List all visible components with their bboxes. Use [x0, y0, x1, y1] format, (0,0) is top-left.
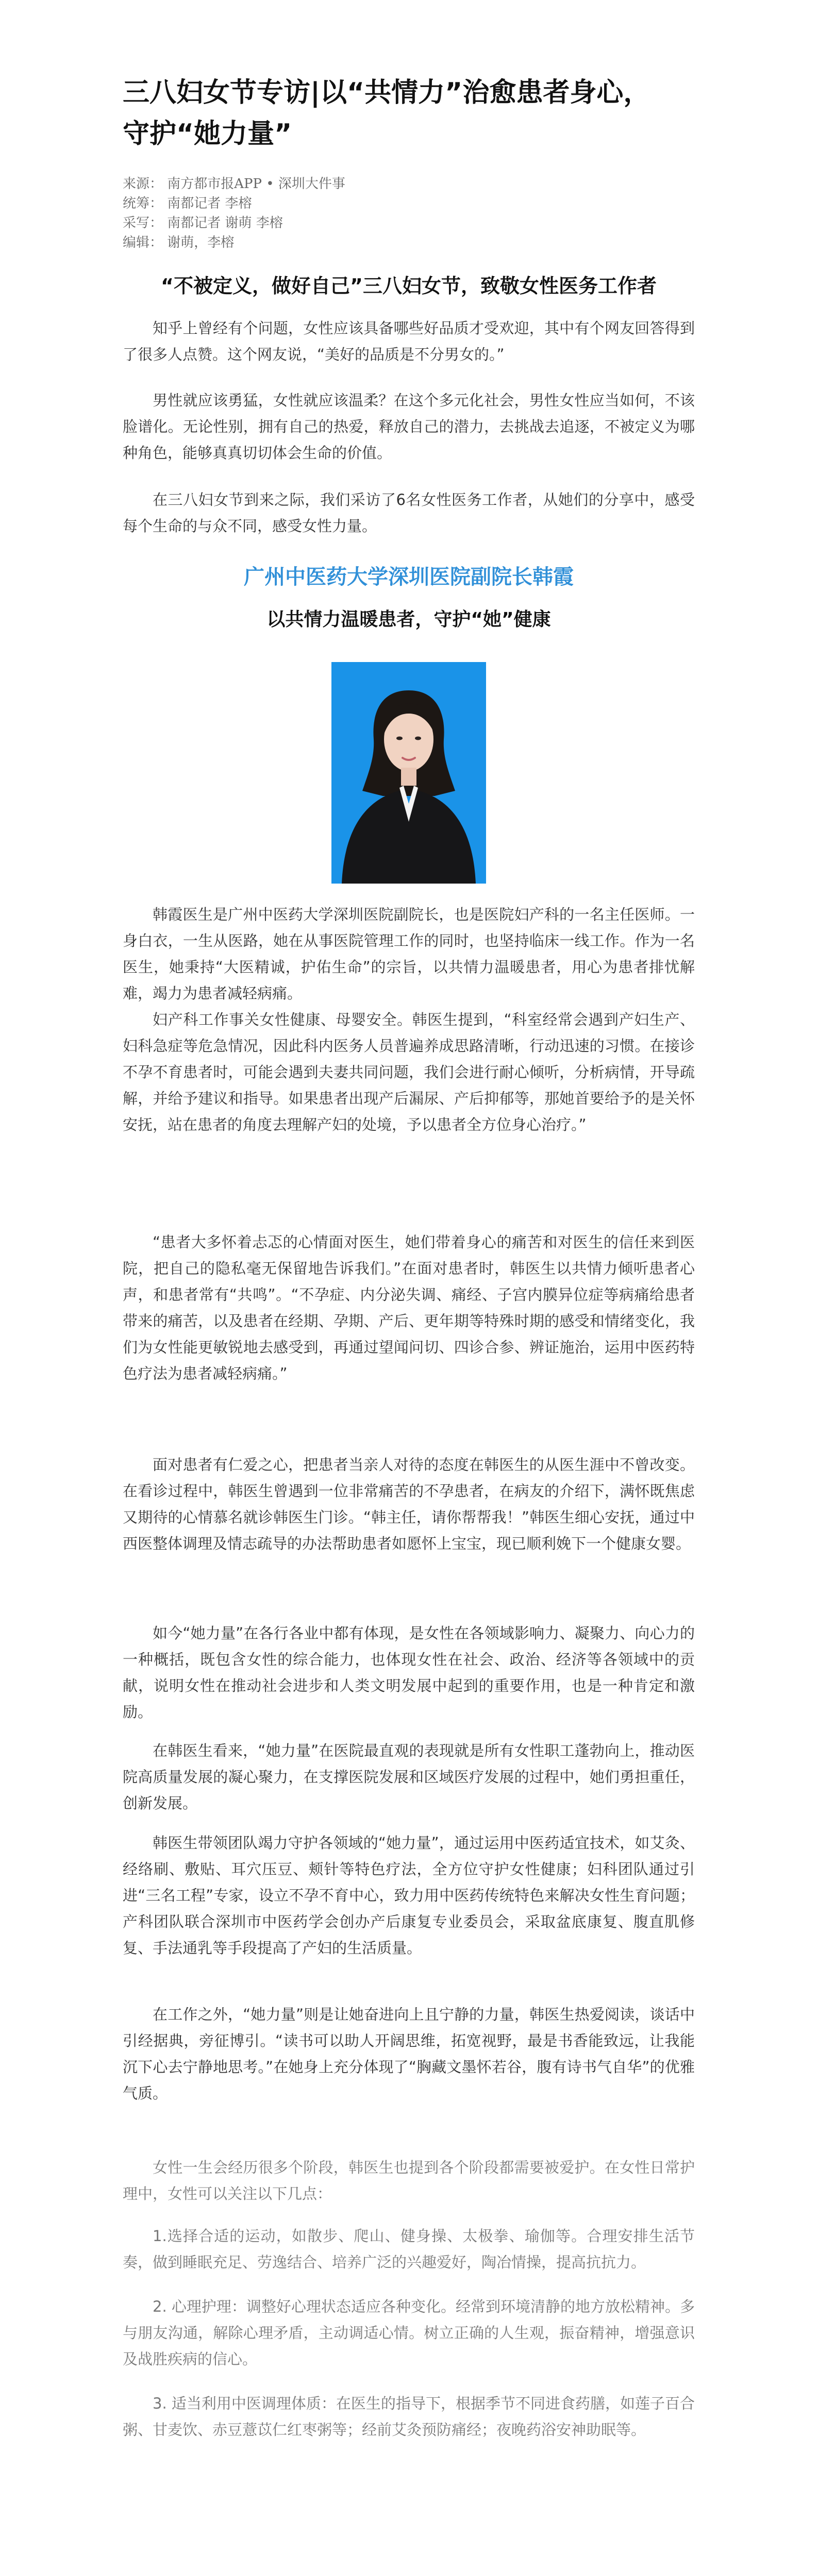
- tips-intro: 女性一生会经历很多个阶段，韩医生也提到各个阶段都需要被爱护。在女性日常护理中，女性可以关注以下几点：: [123, 2159, 695, 2202]
- body-paragraph-5: 如今“她力量”在各行各业中都有体现，是女性在各领域影响力、凝聚力、向心力的一种概括，既包含女性的综合能力，也体现女性在社会、政治、经济等各领域中的贡献，说明女性在推动社会进步和人类文明发展中起到的重要作用，也是一种肯定和激励。: [123, 1624, 695, 1721]
- profile-subheading: 以共情力温暖患者，守护“她”健康: [266, 609, 551, 630]
- intro-paragraph-2: 男性就应该勇猛，女性就应该温柔？在这个多元化社会，男性女性应当如何，不该脸谱化。无论性别，拥有自己的热爱，释放自己的潜力，去挑战去追逐，不被定义为哪种角色，能够真真切切体会生命的价值。: [123, 392, 695, 462]
- tip-item-1: 1.选择合适的运动，如散步、爬山、健身操、太极拳、瑜伽等。合理安排生活节奏，做到睡眠充足、劳逸结合、培养广泛的兴趣爱好，陶冶情操，提高抗抗力。: [123, 2227, 695, 2271]
- meta-source: 来源： 南方都市报APP • 深圳大件事: [123, 176, 345, 192]
- article-meta: [123, 174, 695, 252]
- tip-item-2: 2. 心理护理：调整好心理状态适应各种变化。经常到环境清静的地方放松精神。多与朋友沟通，解除心理矛盾，主动调适心情。树立正确的人生观，振奋精神，增强意识及战胜疾病的信心。: [123, 2298, 695, 2368]
- body-paragraph-8: 在工作之外，“她力量”则是让她奋进向上且宁静的力量，韩医生热爱阅读，谈话中引经据典，旁征博引。“读书可以助人开阔思维，拓宽视野，最是书香能致远，让我能沉下心去宁静地思考。”在她身上充分体现了“胸藏文墨怀若谷，腹有诗书气自华”的优雅气质。: [123, 2006, 695, 2102]
- meta-interview: 采写： 南都记者 谢萌 李榕: [123, 215, 283, 231]
- tip-item-3: 3. 适当利用中医调理体质：在医生的指导下，根据季节不同进食药膳，如莲子百合粥、甘麦饮、赤豆薏苡仁红枣粥等；经前艾灸预防痛经；夜晚药浴安神助眠等。: [123, 2395, 695, 2438]
- intro-paragraph-3: 在三八妇女节到来之际，我们采访了6名女性医务工作者，从她们的分享中，感受每个生命的与众不同，感受女性力量。: [123, 491, 695, 535]
- body-paragraph-6: 在韩医生看来，“她力量”在医院最直观的表现就是所有女性职工蓬勃向上，推动医院高质量发展的凝心聚力，在支撑医院发展和区域医疗发展的过程中，她们勇担重任，创新发展。: [123, 1742, 695, 1812]
- title-line-1: 三八妇女节专访|以“共情力”治愈患者身心，: [123, 77, 650, 108]
- body-paragraph-7: 韩医生带领团队竭力守护各领域的“她力量”，通过运用中医药适宜技术，如艾灸、经络刷、敷贴、耳穴压豆、颊针等特色疗法，全方位守护女性健康；妇科团队通过引进“三名工程”专家，设立不孕不育中心，致力用中医药传统特色来解决女性生育问题；产科团队联合深圳市中医药学会创办产后康复专业委员会，采取盆底康复、腹直肌修复、手法通乳等手段提高了产妇的生活质量。: [123, 1834, 695, 1957]
- title-line-2: 守护“她力量”: [123, 118, 292, 149]
- section-title: “不被定义，做好自己”三八妇女节，致敬女性医务工作者: [161, 275, 657, 297]
- body-paragraph-1: 韩霞医生是广州中医药大学深圳医院副院长，也是医院妇产科的一名主任医师。一身白衣，一生从医路，她在从事医院管理工作的同时，也坚持临床一线工作。作为一名医生，她秉持“大医精诚，护佑生命”的宗旨，以共情力温暖患者，用心为患者排忧解难，竭力为患者减轻病痛。: [123, 906, 695, 1002]
- meta-editor: 统筹： 南都记者 李榕: [123, 196, 252, 211]
- portrait-illustration: [331, 662, 486, 884]
- intro-paragraph-1: 知乎上曾经有个问题，女性应该具备哪些好品质才受欢迎，其中有个网友回答得到了很多人点赞。这个网友说，“美好的品质是不分男女的。”: [123, 319, 695, 363]
- article-title: [123, 72, 695, 155]
- portrait-photo: [331, 662, 486, 884]
- profile-heading: 广州中医药大学深圳医院副院长韩霞: [244, 565, 574, 589]
- body-paragraph-4: 面对患者有仁爱之心，把患者当亲人对待的态度在韩医生的从医生涯中不曾改变。在看诊过程中，韩医生曾遇到一位非常痛苦的不孕患者，在病友的介绍下，满怀既焦虑又期待的心情慕名就诊韩医生门诊。“韩主任，请你帮帮我！”韩医生细心安抚，通过中西医整体调理及情志疏导的办法帮助患者如愿怀上宝宝，现已顺利娩下一个健康女婴。: [123, 1456, 695, 1552]
- body-paragraph-2: 妇产科工作事关女性健康、母婴安全。韩医生提到，“科室经常会遇到产妇生产、妇科急症等危急情况，因此科内医务人员普遍养成思路清晰，行动迅速的习惯。在接诊不孕不育患者时，可能会遇到夫妻共同问题，我们会进行耐心倾听，分析病情，开导疏解，并给予建议和指导。如果患者出现产后漏尿、产后抑郁等，那她首要给予的是关怀安抚，站在患者的角度去理解产妇的处境，予以患者全方位身心治疗。”: [123, 1011, 695, 1133]
- meta-compile: 编辑： 谢萌，李榕: [123, 235, 235, 250]
- body-paragraph-3: “患者大多怀着忐忑的心情面对医生，她们带着身心的痛苦和对医生的信任来到医院，把自己的隐私毫无保留地告诉我们。”在面对患者时，韩医生以共情力倾听患者心声，和患者常有“共鸣”。“不孕症、内分泌失调、痛经、子宫内膜异位症等病痛给患者带来的痛苦，以及患者在经期、孕期、产后、更年期等特殊时期的感受和情绪变化，我们为女性能更敏锐地去感受到，再通过望闻问切、四诊合参、辨证施治，运用中医药特色疗法为患者减轻病痛。”: [123, 1233, 695, 1382]
